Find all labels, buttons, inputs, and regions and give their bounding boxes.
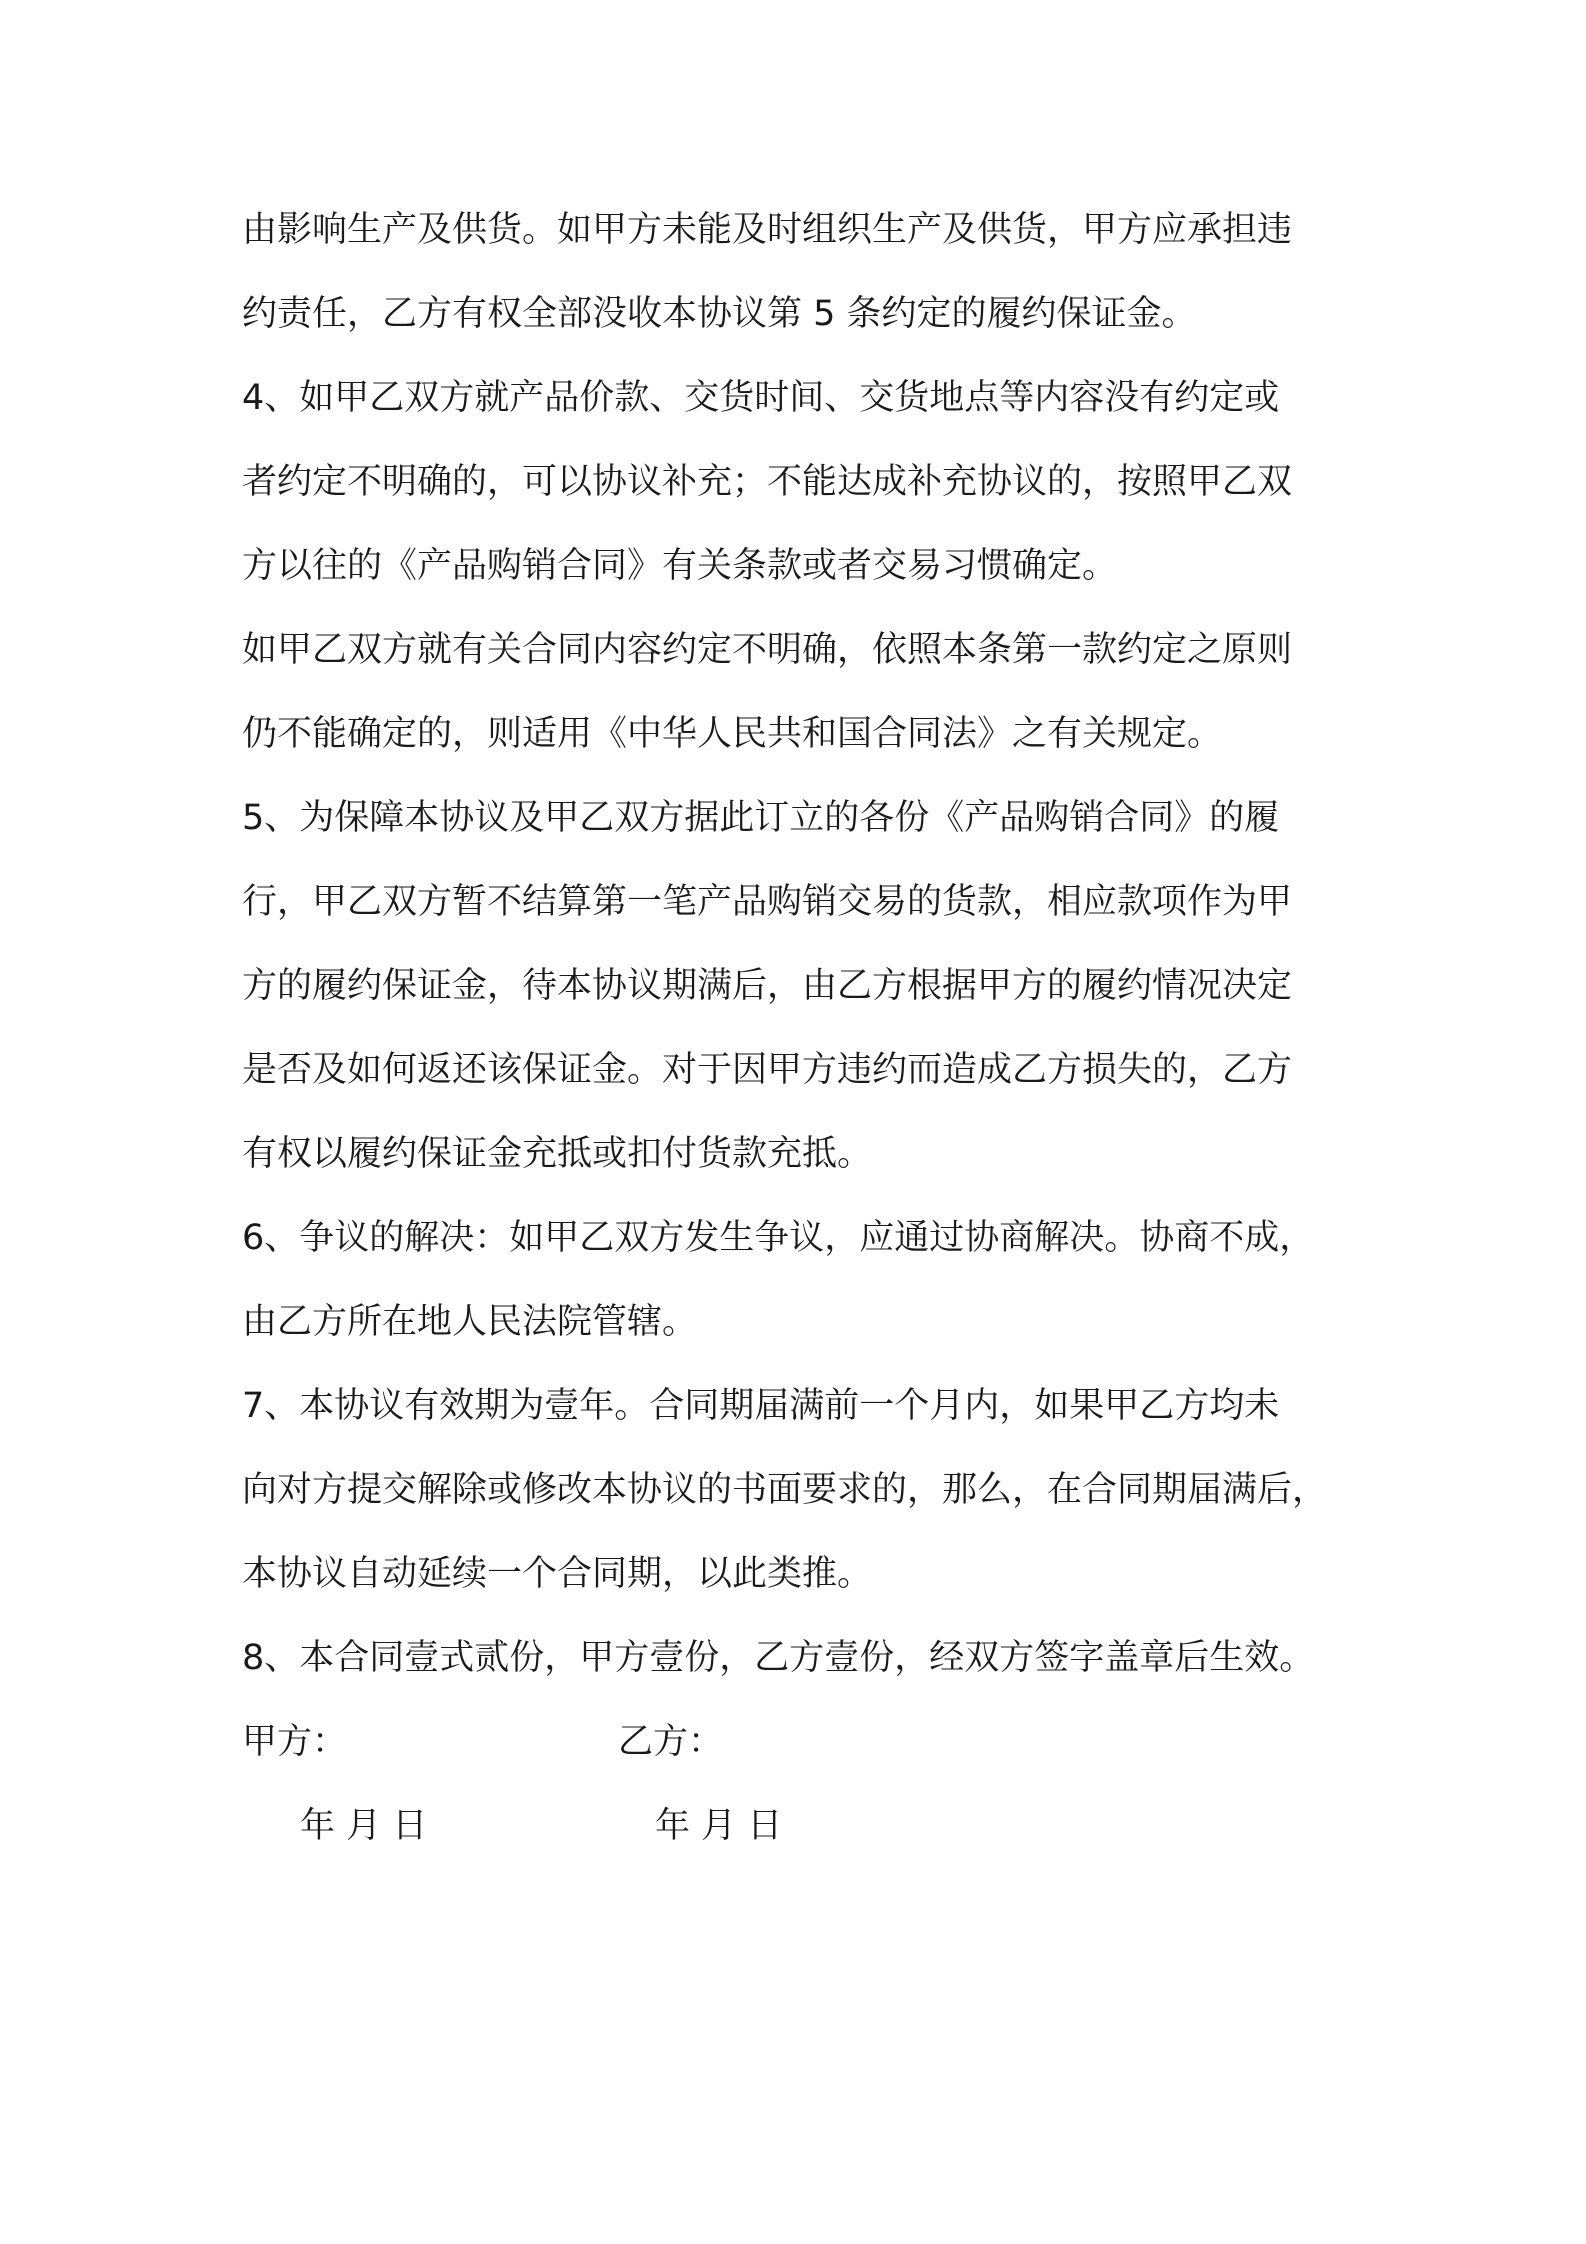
body-line-1: 由影响生产及供货。如甲方未能及时组织生产及供货，甲方应承担违 bbox=[242, 210, 1293, 250]
clause-4-line-2: 者约定不明确的，可以协议补充；不能达成补充协议的，按照甲乙双 bbox=[242, 462, 1293, 502]
party-a-date: 年 月 日 bbox=[300, 1806, 428, 1846]
clause-4-para-2-line-2: 仍不能确定的，则适用《中华人民共和国合同法》之有关规定。 bbox=[242, 714, 1223, 754]
clause-7-line-3: 本协议自动延续一个合同期，以此类推。 bbox=[242, 1554, 873, 1594]
body-line-2: 约责任，乙方有权全部没收本协议第 5 条约定的履约保证金。 bbox=[242, 294, 1197, 334]
clause-5-line-5: 有权以履约保证金充抵或扣付货款充抵。 bbox=[242, 1134, 873, 1174]
clause-5-line-4: 是否及如何返还该保证金。对于因甲方违约而造成乙方损失的，乙方 bbox=[242, 1050, 1293, 1090]
party-a-label: 甲方： bbox=[242, 1722, 348, 1762]
clause-5-line-2: 行，甲乙双方暂不结算第一笔产品购销交易的货款，相应款项作为甲 bbox=[242, 882, 1293, 922]
clause-5-line-1: 5、为保障本协议及甲乙双方据此订立的各份《产品购销合同》的履 bbox=[242, 798, 1280, 838]
party-b-label: 乙方： bbox=[618, 1722, 724, 1762]
clause-7-line-1: 7、本协议有效期为壹年。合同期届满前一个月内，如果甲乙方均未 bbox=[242, 1386, 1280, 1426]
clause-5-line-3: 方的履约保证金，待本协议期满后，由乙方根据甲方的履约情况决定 bbox=[242, 966, 1293, 1006]
clause-4-line-3: 方以往的《产品购销合同》有关条款或者交易习惯确定。 bbox=[242, 546, 1118, 586]
clause-6-line-1: 6、争议的解决：如甲乙双方发生争议，应通过协商解决。协商不成， bbox=[242, 1218, 1315, 1258]
party-b-date: 年 月 日 bbox=[655, 1806, 783, 1846]
clause-4-para-2-line-1: 如甲乙双方就有关合同内容约定不明确，依照本条第一款约定之原则 bbox=[242, 630, 1293, 670]
clause-6-line-2: 由乙方所在地人民法院管辖。 bbox=[242, 1302, 698, 1342]
clause-8-line-1: 8、本合同壹式贰份，甲方壹份，乙方壹份，经双方签字盖章后生效。 bbox=[242, 1638, 1315, 1678]
clause-7-line-2: 向对方提交解除或修改本协议的书面要求的，那么，在合同期届满后， bbox=[242, 1470, 1328, 1510]
clause-4-line-1: 4、如甲乙双方就产品价款、交货时间、交货地点等内容没有约定或 bbox=[242, 378, 1280, 418]
